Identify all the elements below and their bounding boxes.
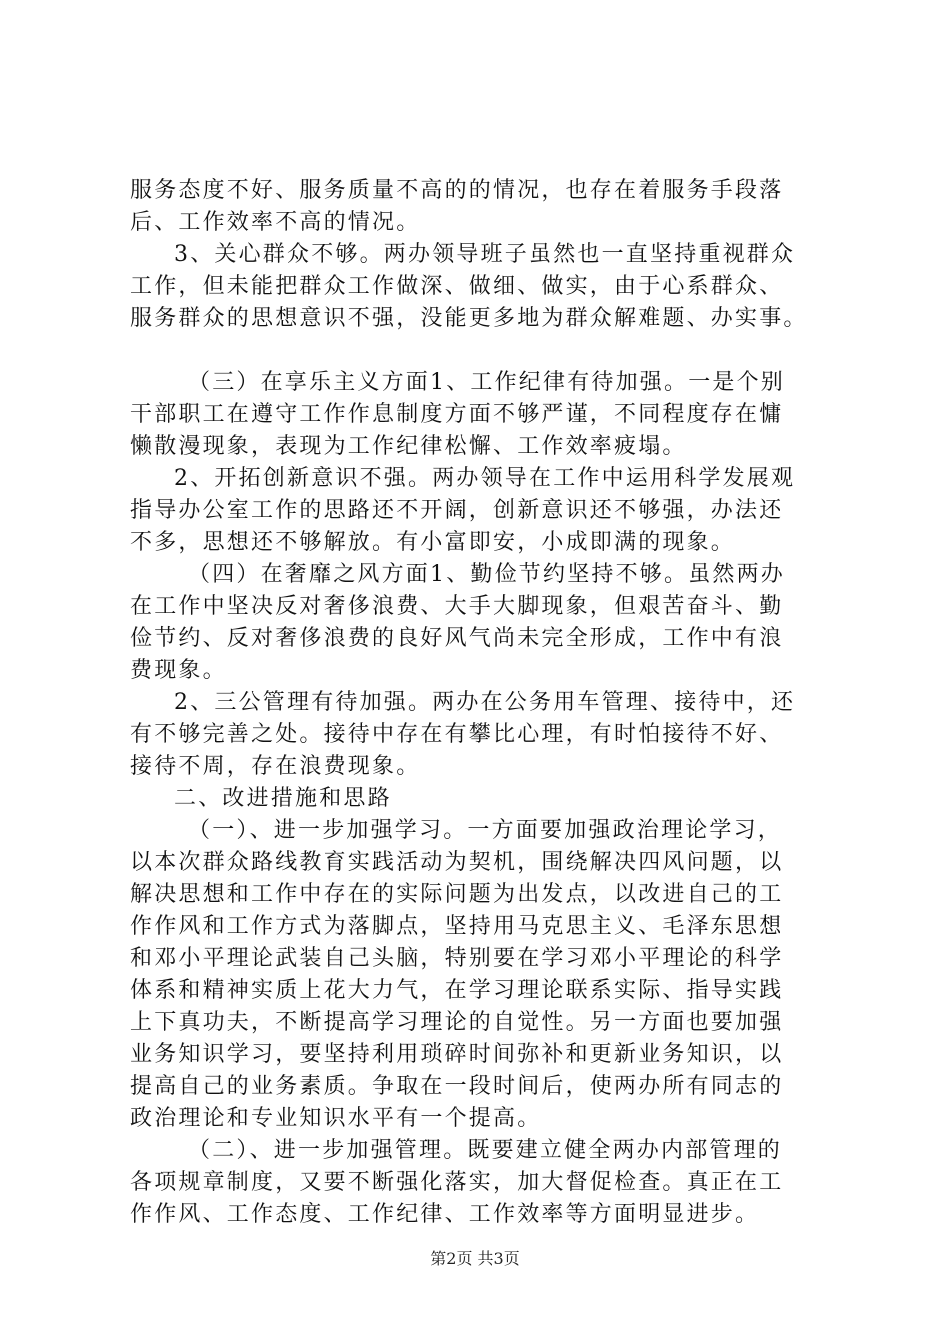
text-line: （一）、进一步加强学习。一方面要加强政治理论学习， (188, 818, 783, 843)
text-line: 提高自己的业务素质。争取在一段时间后，使两办所有同志的 (130, 1074, 784, 1099)
text-line: 懒散漫现象，表现为工作纪律松懈、工作效率疲塌。 (130, 434, 687, 459)
text-line: 服务群众的思想意识不强，没能更多地为群众解难题、办实事。 (130, 306, 808, 331)
text-line: 业务知识学习，要坚持利用琐碎时间弥补和更新业务知识，以 (130, 1042, 784, 1067)
text-line: 3、关心群众不够。两办领导班子虽然也一直坚持重视群众 (174, 242, 796, 267)
text-line: 各项规章制度，又要不断强化落实，加大督促检查。真正在工 (130, 1170, 784, 1195)
text-line: 接待不周，存在浪费现象。 (130, 754, 421, 779)
text-line: 以本次群众路线教育实践活动为契机，围绕解决四风问题，以 (130, 850, 784, 875)
text-line: 后、工作效率不高的情况。 (130, 210, 421, 235)
text-line: 不多，思想还不够解放。有小富即安，小成即满的现象。 (130, 530, 736, 555)
text-line: 指导办公室工作的思路还不开阔，创新意识还不够强，办法还 (130, 498, 784, 523)
text-line: 作作风、工作态度、工作纪律、工作效率等方面明显进步。 (130, 1202, 760, 1227)
text-line: 有不够完善之处。接待中存在有攀比心理，有时怕接待不好、 (130, 722, 784, 747)
paragraph-gap (130, 335, 850, 367)
text-line: 2、开拓创新意识不强。两办领导在工作中运用科学发展观 (174, 466, 796, 491)
text-line: 体系和精神实质上花大力气，在学习理论联系实际、指导实践 (130, 978, 784, 1003)
text-line: （二）、进一步加强管理。既要建立健全两办内部管理的 (188, 1138, 783, 1163)
text-line: 作作风和工作方式为落脚点，坚持用马克思主义、毛泽东思想 (130, 914, 784, 939)
text-line: 工作，但未能把群众工作做深、做细、做实，由于心系群众、 (130, 274, 784, 299)
text-line: 上下真功夫，不断提高学习理论的自觉性。另一方面也要加强 (130, 1010, 784, 1035)
section-heading: 二、改进措施和思路 (174, 786, 392, 811)
text-line: 政治理论和专业知识水平有一个提高。 (130, 1106, 542, 1131)
text-line: （三）在享乐主义方面1、工作纪律有待加强。一是个别 (188, 370, 785, 395)
text-line: 俭节约、反对奢侈浪费的良好风气尚未完全形成，工作中有浪 (130, 626, 784, 651)
text-line: 干部职工在遵守工作作息制度方面不够严谨，不同程度存在慵 (130, 402, 784, 427)
page-number: 第2页 共3页 (430, 1249, 520, 1268)
text-line: 服务态度不好、服务质量不高的的情况，也存在着服务手段落 (130, 178, 784, 203)
document-body (130, 175, 850, 1231)
text-line: 和邓小平理论武装自己头脑，特别要在学习邓小平理论的科学 (130, 946, 784, 971)
text-line: 在工作中坚决反对奢侈浪费、大手大脚现象，但艰苦奋斗、勤 (130, 594, 784, 619)
text-line: （四）在奢靡之风方面1、勤俭节约坚持不够。虽然两办 (188, 562, 785, 587)
text-line: 费现象。 (130, 658, 227, 683)
text-line: 2、三公管理有待加强。两办在公务用车管理、接待中，还 (174, 690, 796, 715)
text-line: 解决思想和工作中存在的实际问题为出发点，以改进自己的工 (130, 882, 784, 907)
